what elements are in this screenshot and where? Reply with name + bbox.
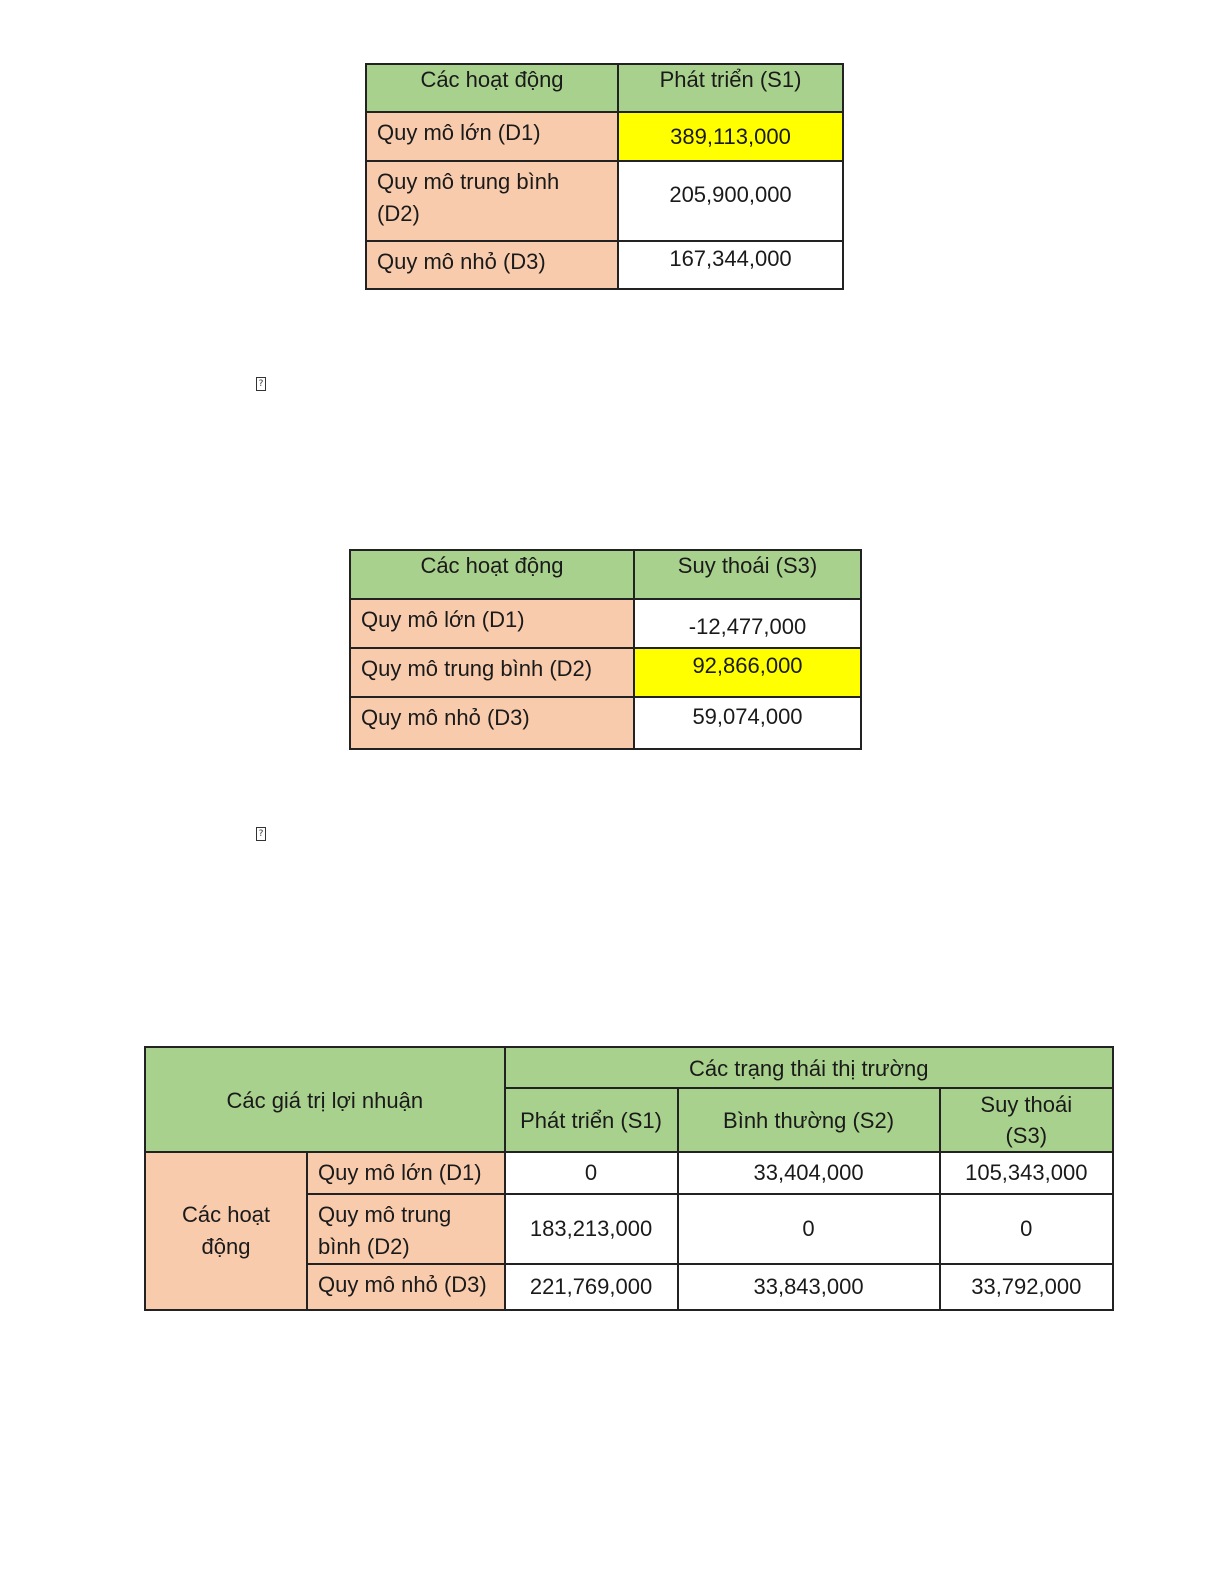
cell-d1-s1: 0 xyxy=(505,1152,678,1194)
group-header-market-states: Các trạng thái thị trường xyxy=(505,1047,1113,1088)
row-group-activities: Các hoạt động xyxy=(145,1152,307,1310)
row-label-d2: Quy mô trung bình (D2) xyxy=(366,161,618,241)
table-row xyxy=(350,697,861,749)
row-label-d1: Quy mô lớn (D1) xyxy=(350,599,634,648)
cell-d2-s1: 183,213,000 xyxy=(505,1194,678,1264)
cell-d3-s3: 33,792,000 xyxy=(940,1264,1113,1310)
header-activities: Các hoạt động xyxy=(366,64,618,112)
table-row xyxy=(350,648,861,697)
table-profit-values xyxy=(144,1046,1114,1311)
header-activities: Các hoạt động xyxy=(350,550,634,599)
cell-d2-s3: 0 xyxy=(940,1194,1113,1264)
column-header-s1: Phát triển (S1) xyxy=(505,1088,678,1152)
row-label-d3: Quy mô nhỏ (D3) xyxy=(350,697,634,749)
table-row xyxy=(350,599,861,648)
row-label-d1: Quy mô lớn (D1) xyxy=(307,1152,505,1194)
cell-d3-s2: 33,843,000 xyxy=(678,1264,940,1310)
table-recession-s3 xyxy=(349,549,862,750)
column-header-s2: Bình thường (S2) xyxy=(678,1088,940,1152)
header-recession-s3: Suy thoái (S3) xyxy=(634,550,861,599)
cell-d1-s2: 33,404,000 xyxy=(678,1152,940,1194)
row-label-d3: Quy mô nhỏ (D3) xyxy=(366,241,618,289)
header-growth-s1: Phát triển (S1) xyxy=(618,64,843,112)
value-d3: 167,344,000 xyxy=(618,241,843,289)
cell-d2-s2: 0 xyxy=(678,1194,940,1264)
value-d3: 59,074,000 xyxy=(634,697,861,749)
missing-glyph-icon: ? xyxy=(256,377,266,391)
row-label-d3: Quy mô nhỏ (D3) xyxy=(307,1264,505,1310)
table-row xyxy=(145,1152,1113,1194)
value-d2-highlighted: 92,866,000 xyxy=(634,648,861,697)
corner-profit-values: Các giá trị lợi nhuận xyxy=(145,1047,505,1152)
row-label-d2: Quy mô trung bình (D2) xyxy=(307,1194,505,1264)
table-row xyxy=(366,241,843,289)
value-d1: -12,477,000 xyxy=(634,599,861,648)
cell-d3-s1: 221,769,000 xyxy=(505,1264,678,1310)
value-d2: 205,900,000 xyxy=(618,161,843,241)
missing-glyph-icon: ? xyxy=(256,827,266,841)
row-label-d2: Quy mô trung bình (D2) xyxy=(350,648,634,697)
table-row xyxy=(366,112,843,161)
value-d1-highlighted: 389,113,000 xyxy=(618,112,843,161)
column-header-s3: Suy thoái (S3) xyxy=(940,1088,1113,1152)
row-label-d1: Quy mô lớn (D1) xyxy=(366,112,618,161)
table-row xyxy=(366,161,843,241)
table-growth-s1 xyxy=(365,63,844,290)
cell-d1-s3: 105,343,000 xyxy=(940,1152,1113,1194)
